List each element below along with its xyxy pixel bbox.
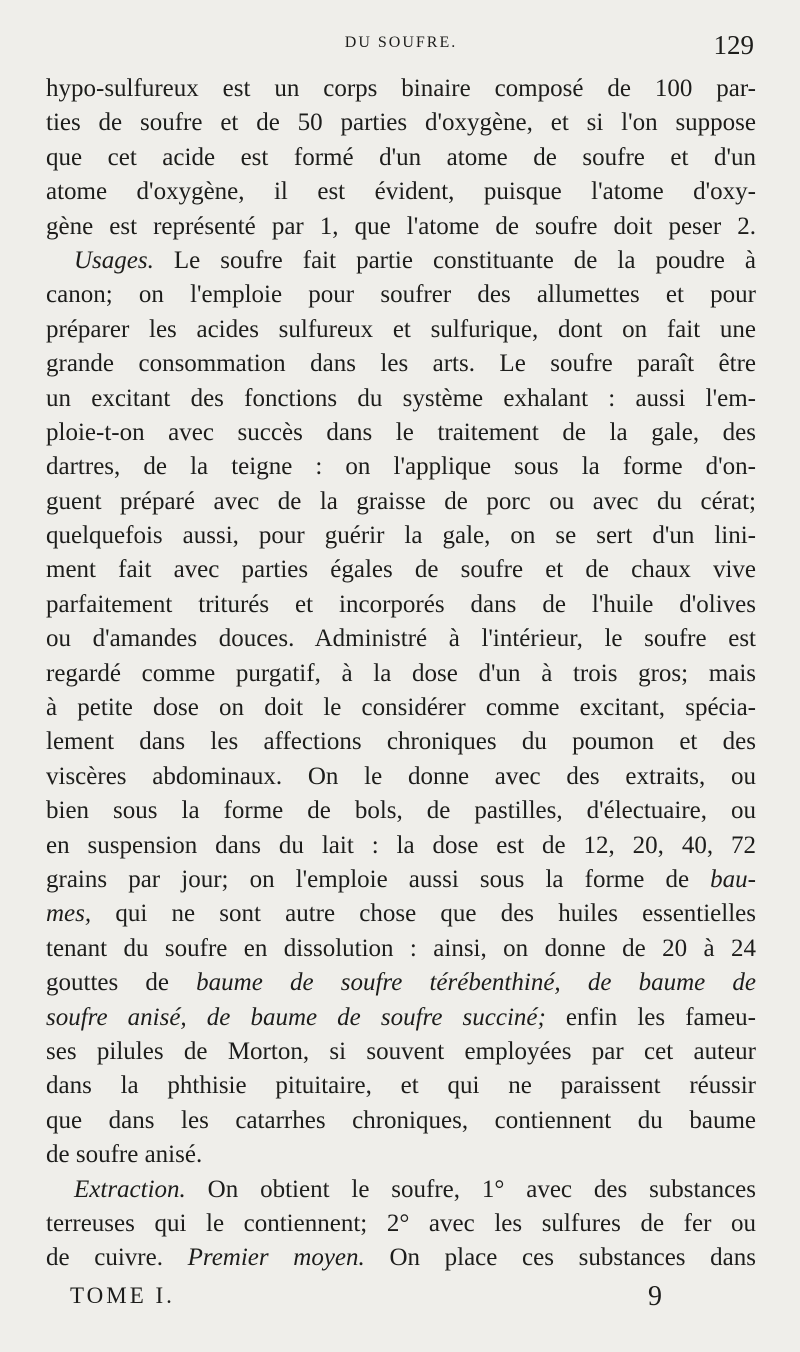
text-line: ou d'amandes douces. Administré à l'intérieur, le soufre est bbox=[46, 625, 756, 653]
text-segment: grains par jour; on l'emploie aussi sous la forme de bbox=[46, 865, 690, 893]
text-line: viscères abdominaux. On le donne avec des extraits, ou bbox=[46, 762, 756, 790]
text-segment-italic: Premier moyen. bbox=[187, 1244, 365, 1272]
page-footer bbox=[70, 1283, 670, 1323]
body-text bbox=[46, 72, 756, 1276]
text-line: parfaitement triturés et incorporés dans de l'huile d'olives bbox=[46, 590, 756, 618]
text-line: regardé comme purgatif, à la dose d'un à trois gros; mais bbox=[46, 659, 756, 687]
text-line: ties de soufre et de 50 parties d'oxygène, et si l'on suppose bbox=[46, 109, 756, 137]
signature-mark: TOME I. bbox=[70, 1283, 175, 1308]
usages-first-line-text: Le soufre fait partie constituante de la poudre à bbox=[173, 246, 756, 274]
text-line: à petite dose on doit le considérer comme excitant, spécia- bbox=[46, 694, 756, 722]
usages-first-line bbox=[46, 244, 756, 278]
text-line bbox=[46, 1001, 756, 1035]
text-line: ment fait avec parties égales de soufre et de chaux vive bbox=[46, 556, 756, 584]
text-line: gène est représenté par 1, que l'atome de soufre doit peser 2. bbox=[46, 212, 756, 240]
text-line bbox=[46, 1241, 756, 1275]
extraction-first-line-text: On obtient le soufre, 1° avec des substances bbox=[207, 1175, 756, 1203]
text-line bbox=[46, 863, 756, 897]
text-line: ses pilules de Morton, si souvent employées par cet auteur bbox=[46, 1037, 756, 1065]
text-line: en suspension dans du lait : la dose est de 12, 20, 40, 72 bbox=[46, 831, 756, 859]
text-segment: On place ces substances dans bbox=[389, 1244, 756, 1272]
signature-number: 9 bbox=[648, 1281, 662, 1312]
text-segment-italic: soufre anisé, de baume de soufre succiné; bbox=[46, 1003, 546, 1031]
text-line bbox=[46, 897, 756, 931]
text-line: terreuses qui le contiennent; 2° avec les sulfures de fer ou bbox=[46, 1209, 756, 1237]
text-line: un excitant des fonctions du système exhalant : aussi l'em- bbox=[46, 384, 756, 412]
text-line: lement dans les affections chroniques du poumon et des bbox=[46, 728, 756, 756]
text-segment-italic: baume de soufre térébenthiné, de baume de bbox=[196, 969, 756, 997]
text-segment: qui ne sont autre chose que des huiles essentielles bbox=[115, 900, 756, 928]
text-line bbox=[46, 966, 756, 1000]
text-line: grande consommation dans les arts. Le soufre paraît être bbox=[46, 350, 756, 378]
text-line: canon; on l'emploie pour soufrer des allumettes et pour bbox=[46, 281, 756, 309]
text-segment: de cuivre. bbox=[46, 1244, 163, 1272]
extraction-heading: Extraction. bbox=[74, 1175, 186, 1203]
text-segment-italic: mes, bbox=[46, 900, 92, 928]
text-line: atome d'oxygène, il est évident, puisque l'atome d'oxy- bbox=[46, 178, 756, 206]
text-line: dans la phthisie pituitaire, et qui ne paraissent réussir bbox=[46, 1072, 756, 1100]
extraction-first-line bbox=[46, 1173, 756, 1207]
page-header bbox=[46, 30, 756, 70]
text-line: quelquefois aussi, pour guérir la gale, on se sert d'un lini- bbox=[46, 522, 756, 550]
text-line: ploie-t-on avec succès dans le traitement de la gale, des bbox=[46, 418, 756, 446]
text-line: préparer les acides sulfureux et sulfurique, dont on fait une bbox=[46, 315, 756, 343]
page-number: 129 bbox=[713, 30, 754, 60]
text-segment: gouttes de bbox=[46, 969, 169, 997]
text-line: guent préparé avec de la graisse de porc ou avec du cérat; bbox=[46, 487, 756, 515]
text-line: bien sous la forme de bols, de pastilles, d'électuaire, ou bbox=[46, 797, 756, 825]
text-line: tenant du soufre en dissolution : ainsi, on donne de 20 à 24 bbox=[46, 934, 756, 962]
text-line: de soufre anisé. bbox=[46, 1141, 203, 1169]
text-line: que dans les catarrhes chroniques, contiennent du baume bbox=[46, 1106, 756, 1134]
text-segment-italic: bau- bbox=[710, 865, 756, 893]
running-head: DU SOUFRE. bbox=[344, 34, 458, 51]
text-line: que cet acide est formé d'un atome de soufre et d'un bbox=[46, 143, 756, 171]
usages-heading: Usages. bbox=[74, 246, 154, 274]
text-segment: enfin les fameu- bbox=[565, 1003, 756, 1031]
text-line: hypo-sulfureux est un corps binaire composé de 100 par- bbox=[46, 75, 756, 102]
text-line: dartres, de la teigne : on l'applique sous la forme d'on- bbox=[46, 453, 756, 481]
